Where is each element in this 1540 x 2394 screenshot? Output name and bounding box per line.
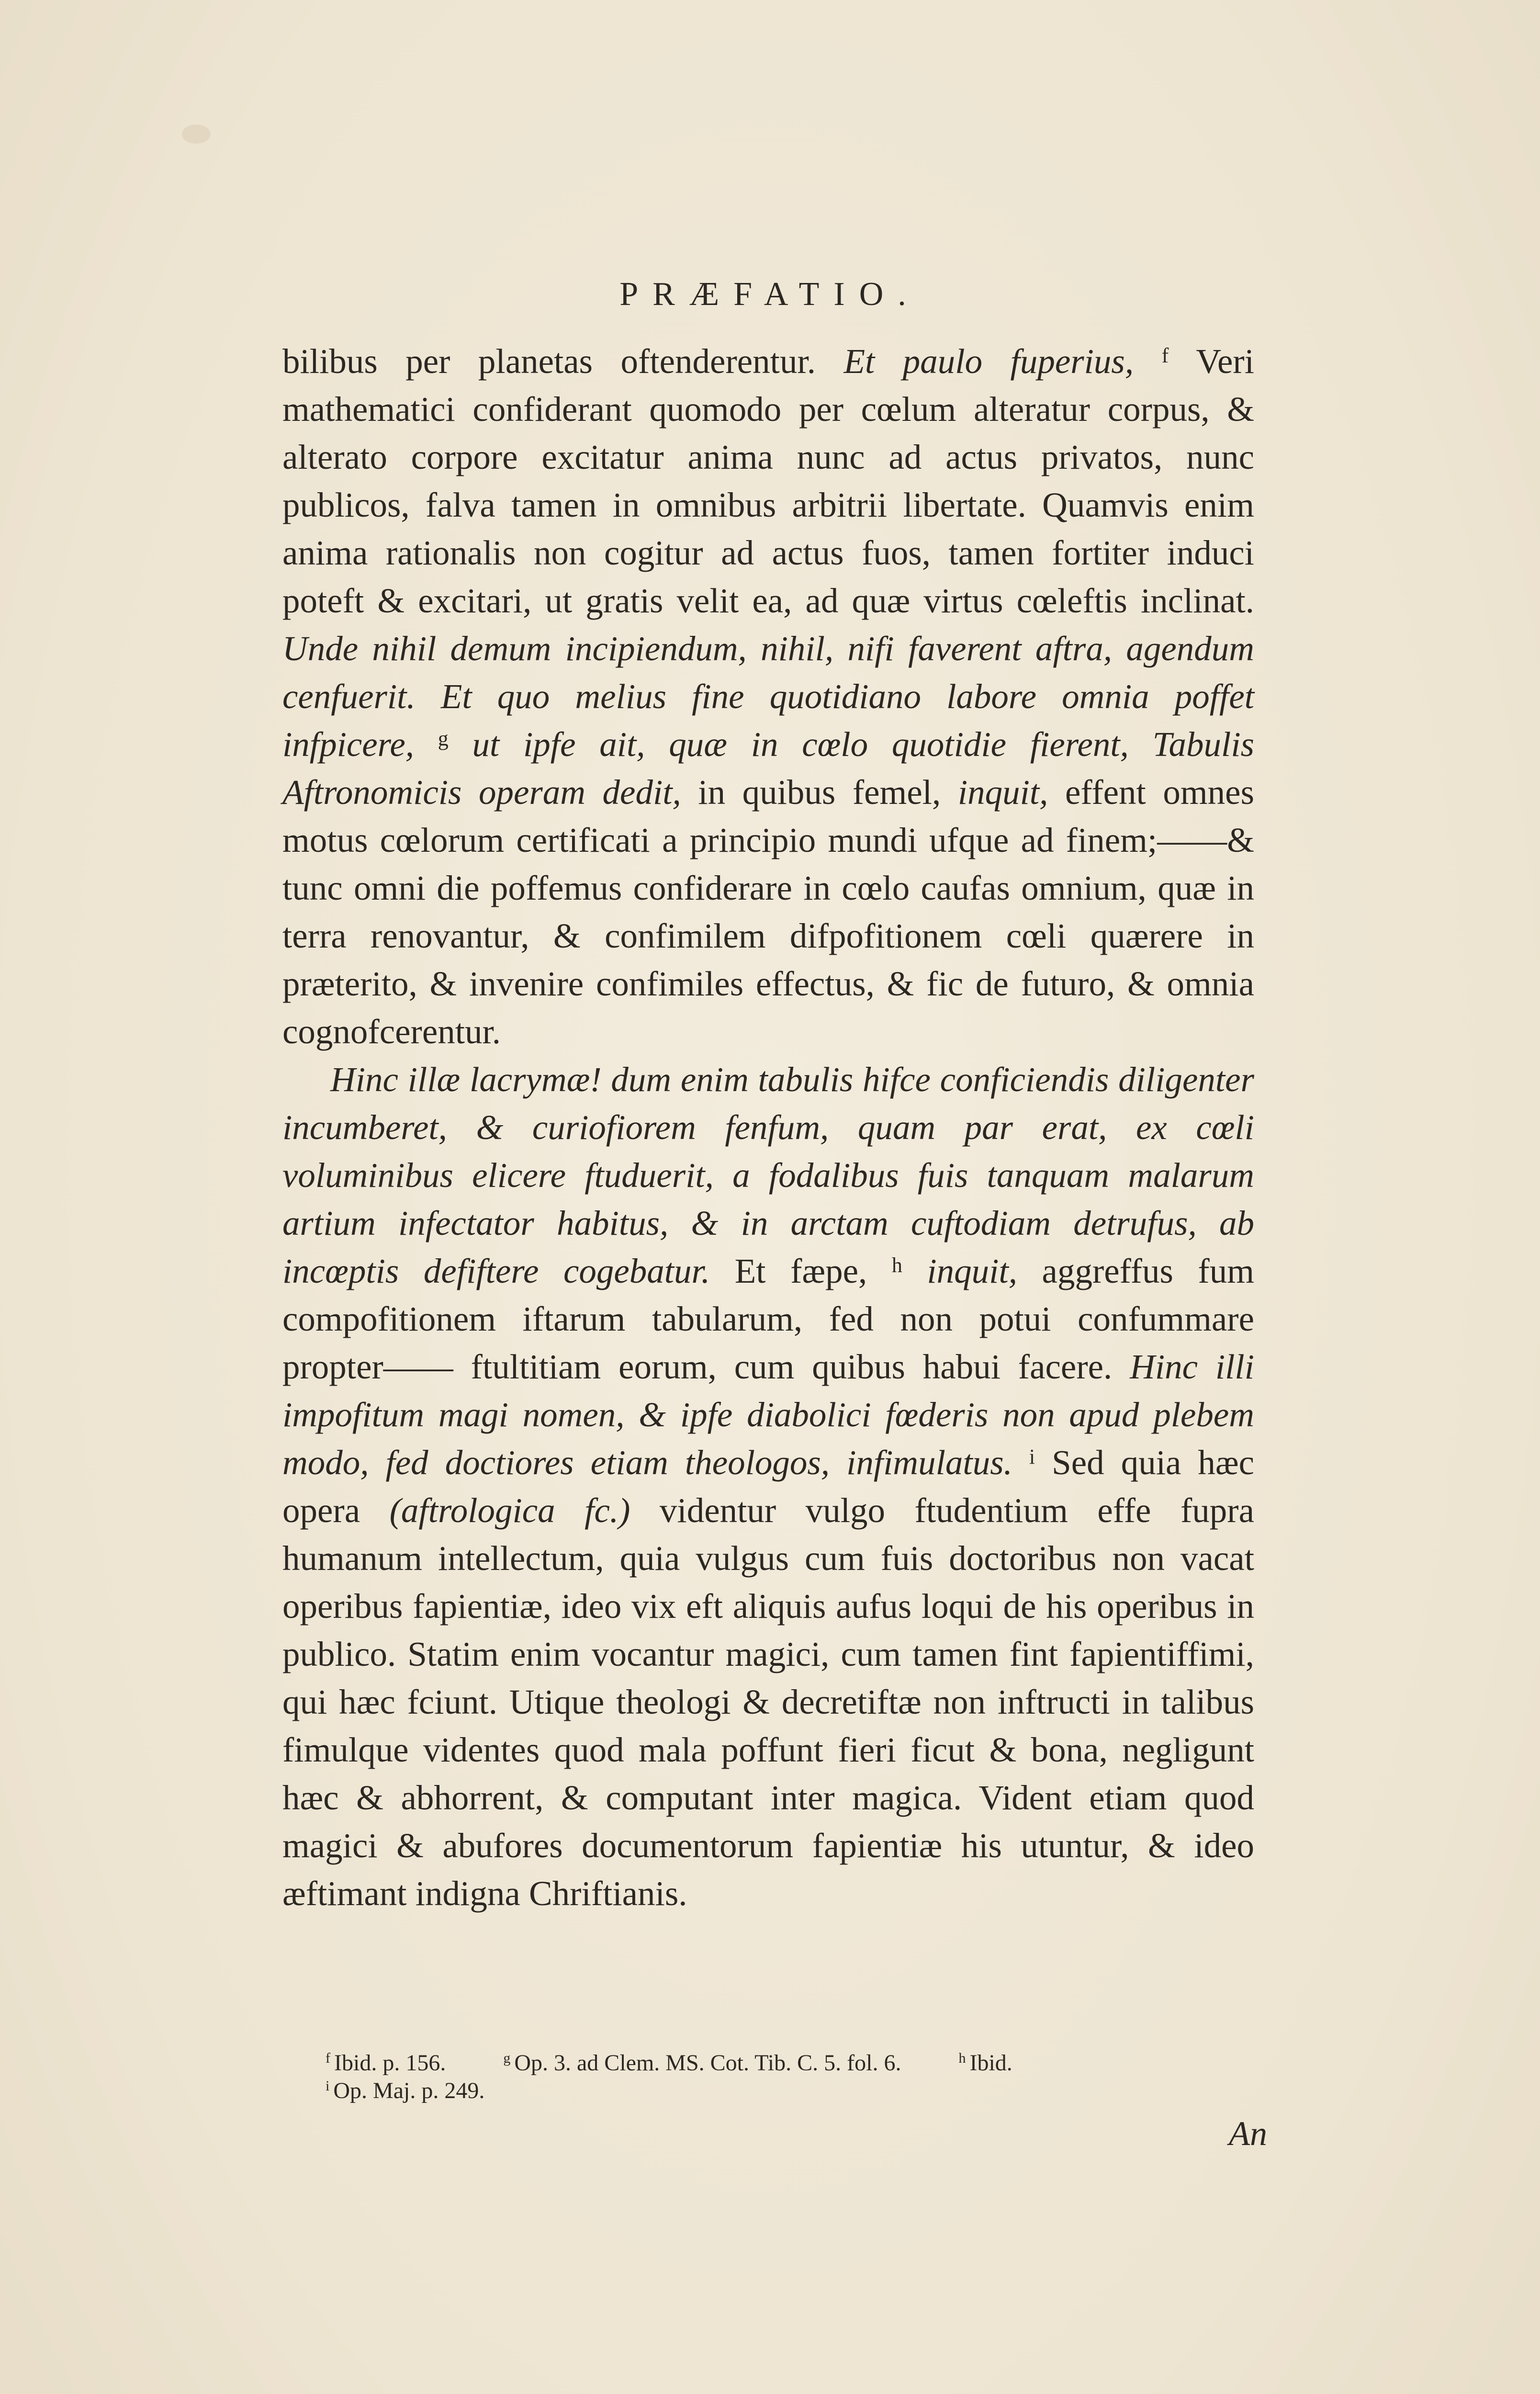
text-run xyxy=(416,677,441,716)
text-run xyxy=(902,1252,927,1290)
italic-text: ut ipfe ait, quæ in cœlo quotidie fierent, Tabulis Aftronomicis operam dedit, xyxy=(282,725,1255,812)
footnote-f xyxy=(326,2049,446,2077)
text-run: in quibus femel, xyxy=(681,773,958,812)
text-run: Sed quia hæc opera xyxy=(282,1443,1255,1530)
footnote-mark: i xyxy=(326,2078,330,2094)
italic-text: inquit, xyxy=(927,1252,1017,1290)
text-run: bilibus per planetas oftenderentur. xyxy=(282,342,844,381)
paper-stain xyxy=(182,124,211,144)
footnote-h xyxy=(958,2049,1012,2077)
catchword: An xyxy=(1229,2114,1267,2153)
footnote-mark: f xyxy=(326,2050,330,2066)
text-run: Et fæpe, xyxy=(710,1252,892,1290)
italic-text: inquit, xyxy=(957,773,1048,812)
footnote-text: Ibid. p. 156. xyxy=(334,2050,446,2076)
footnote-marker: f xyxy=(1161,344,1169,367)
footnote-marker: i xyxy=(1029,1445,1035,1468)
footnote-mark: g xyxy=(503,2050,511,2066)
footnote-i xyxy=(326,2077,484,2105)
footnote-mark: h xyxy=(958,2050,966,2066)
italic-text: Et paulo fuperius, xyxy=(843,342,1134,381)
text-run: Veri mathematici confiderant quomodo per cœlum alteratur corpus, & alterato corpore excitatur anima nunc ad actus privatos, nunc publicos, falva tamen in omnibus arbitrii libertate. Quamvis enim anima rationalis non cogitur ad actus fuos, tamen fortiter induci poteft & excitari, ut gratis velit ea, ad quæ virtus cœleftis inclinat. xyxy=(282,342,1255,620)
footnotes xyxy=(326,2049,1225,2105)
text-run xyxy=(1012,1443,1029,1482)
footnote-marker: h xyxy=(891,1253,902,1277)
footnote-text: Op. Maj. p. 249. xyxy=(333,2078,485,2103)
italic-text: Et quo melius fine quotidiano labore omnia poffet infpicere, xyxy=(282,677,1254,764)
body-text xyxy=(282,338,1254,1918)
text-run: videntur vulgo ftudentium effe fupra humanum intellectum, quia vulgus cum fuis doctoribus non vacat operibus fapientiæ, ideo vix eft aliquis aufus loqui de his operibus in publico. Statim enim vocantur magici, cum tamen fint fapientiffimi, qui hæc fciunt. Utique theologi & decretiftæ non inftructi in talibus fimulque videntes quod mala poffunt fieri ficut & bona, negligunt hæc & abhorrent, & computant inter magica. Vident etiam quod magici & abufores documentorum fapientiæ his utuntur, & ideo æftimant indigna Chriftianis. xyxy=(282,1491,1254,1913)
text-run xyxy=(449,725,472,764)
text-run: effent omnes motus cœlorum certificati a principio mundi ufque ad finem;——& tunc omni die poffemus confiderare in cœlo caufas omnium, quæ in terra renovantur, & confimilem difpofitionem cœli quærere in præterito, & invenire confimiles effectus, & fic de futuro, & omnia cognofcerentur. xyxy=(282,773,1254,1051)
italic-text: Hinc illi impofitum magi nomen, & ipfe diabolici fœderis non apud plebem modo, fed doctiores etiam theologos, infimulatus. xyxy=(282,1347,1254,1482)
text-run xyxy=(1134,342,1161,381)
footnote-text: Ibid. xyxy=(969,2050,1012,2076)
paragraph xyxy=(282,1056,1254,1918)
italic-text: Hinc illæ lacrymæ! dum enim tabulis hifce conficiendis diligenter incumberet, & curiofiorem fenfum, quam par erat, ex cœli voluminibus elicere ftuduerit, a fodalibus fuis tanquam malarum artium infectator habitus, & in arctam cuftodiam detrufus, ab incœptis defiftere cogebatur. xyxy=(282,1060,1254,1290)
italic-text: (aftrologica fc.) xyxy=(389,1491,630,1530)
footnote-g xyxy=(503,2049,901,2077)
italic-text: Unde nihil demum incipiendum, nihil, nifi faverent aftra, agendum cenfuerit. xyxy=(282,629,1254,716)
text-run xyxy=(414,725,438,764)
footnote-row xyxy=(326,2077,1225,2105)
footnote-row xyxy=(326,2049,1225,2077)
running-title: PRÆFATIO. xyxy=(619,276,921,313)
footnote-text: Op. 3. ad Clem. MS. Cot. Tib. C. 5. fol. 6. xyxy=(514,2050,901,2076)
paragraph xyxy=(282,338,1254,1056)
text-run: aggreffus fum compofitionem iftarum tabularum, fed non potui confummare propter—— ftultitiam eorum, cum quibus habui facere. xyxy=(282,1252,1255,1386)
footnote-marker: g xyxy=(438,727,449,750)
